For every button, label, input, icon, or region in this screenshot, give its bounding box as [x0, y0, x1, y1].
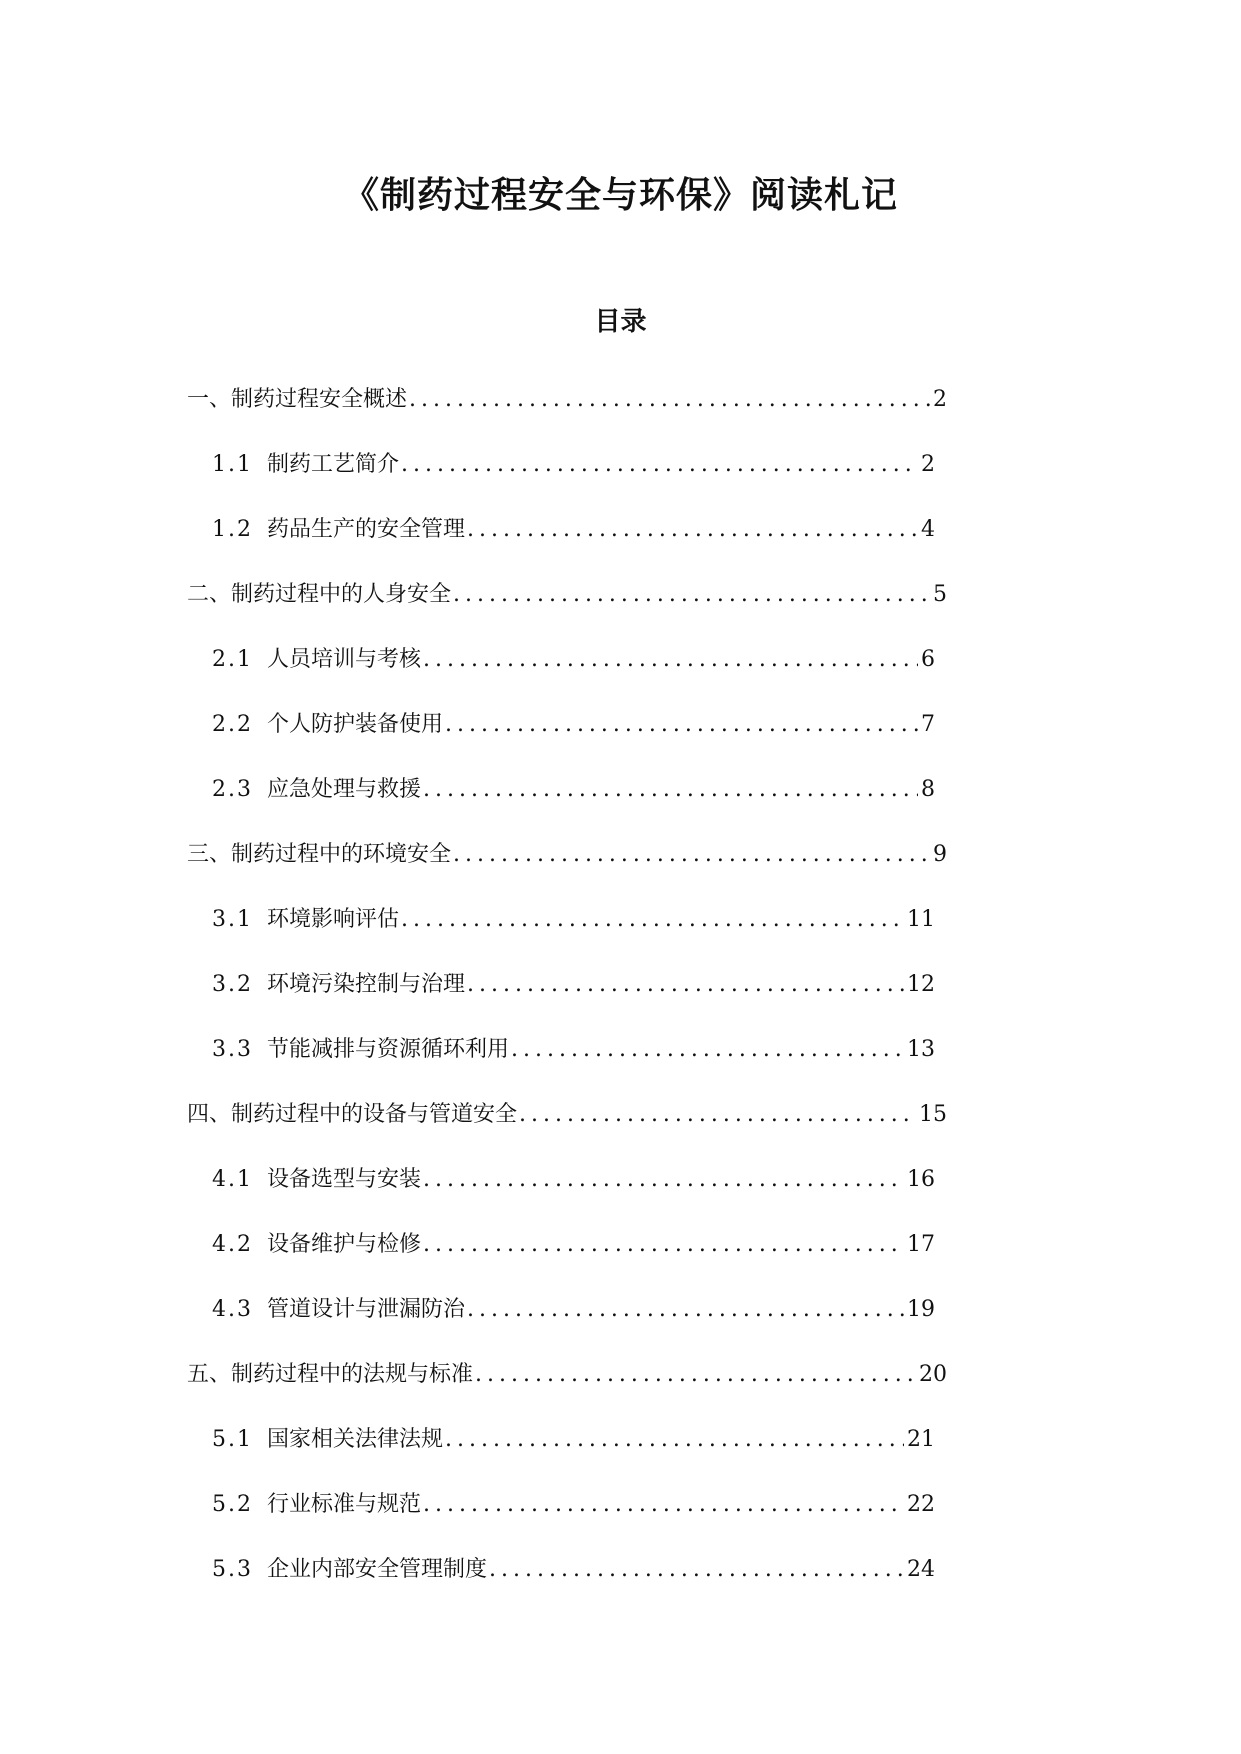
toc-entry-section-1-1[interactable] — [212, 448, 935, 482]
toc-entry-section-5-1[interactable] — [212, 1423, 935, 1457]
toc-entry-label: 企业内部安全管理制度 — [267, 1557, 488, 1582]
toc-entry-label: 设备选型与安装 — [267, 1167, 422, 1192]
toc-entry-number: 1.1 — [212, 452, 253, 477]
toc-entry-label: 一、制药过程安全概述 — [187, 387, 408, 412]
toc-entry-number: 4.1 — [212, 1167, 253, 1192]
toc-entry-number: 4.2 — [212, 1232, 253, 1257]
toc-entry-label: 环境影响评估 — [267, 907, 400, 932]
toc-entry-page: 17 — [907, 1232, 935, 1257]
toc-entry-section-5-2[interactable] — [212, 1488, 935, 1522]
toc-dot-leader — [445, 1423, 904, 1457]
toc-entry-page: 16 — [907, 1167, 935, 1192]
toc-entry-label: 药品生产的安全管理 — [267, 517, 466, 542]
toc-dot-leader — [475, 1358, 916, 1392]
toc-entry-section-1-2[interactable] — [212, 513, 935, 547]
toc-entry-label: 设备维护与检修 — [267, 1232, 422, 1257]
toc-entry-section-5[interactable] — [187, 1358, 947, 1392]
toc-dot-leader — [423, 643, 918, 677]
toc-entry-section-4-1[interactable] — [212, 1163, 935, 1197]
toc-dot-leader — [423, 773, 918, 807]
toc-entry-label: 环境污染控制与治理 — [267, 972, 466, 997]
toc-heading: 目录 — [594, 306, 647, 337]
toc-entry-section-2-3[interactable] — [212, 773, 935, 807]
toc-entry-number: 3.3 — [212, 1037, 253, 1062]
toc-dot-leader — [511, 1033, 904, 1067]
toc-entry-label: 人员培训与考核 — [267, 647, 422, 672]
toc-entry-label: 行业标准与规范 — [267, 1492, 422, 1517]
toc-entry-section-3-3[interactable] — [212, 1033, 935, 1067]
toc-dot-leader — [519, 1098, 916, 1132]
toc-entry-number: 4.3 — [212, 1297, 253, 1322]
toc-dot-leader — [423, 1488, 904, 1522]
toc-entry-section-4-2[interactable] — [212, 1228, 935, 1262]
toc-entry-page: 12 — [907, 972, 935, 997]
toc-entry-label: 个人防护装备使用 — [267, 712, 444, 737]
toc-entry-section-3[interactable] — [187, 838, 947, 872]
toc-entry-number: 2.3 — [212, 777, 253, 802]
toc-entry-section-1[interactable] — [187, 383, 947, 417]
toc-entry-label: 应急处理与救援 — [267, 777, 422, 802]
toc-entry-page: 8 — [921, 777, 935, 802]
toc-dot-leader — [467, 513, 918, 547]
document-title: 《制药过程安全与环保》阅读札记 — [342, 175, 898, 217]
toc-entry-label: 节能减排与资源循环利用 — [267, 1037, 510, 1062]
toc-dot-leader — [423, 1163, 904, 1197]
toc-entry-number: 3.2 — [212, 972, 253, 997]
toc-entry-page: 5 — [933, 582, 947, 607]
toc-entry-label: 四、制药过程中的设备与管道安全 — [187, 1102, 518, 1127]
toc-dot-leader — [467, 1293, 904, 1327]
toc-entry-page: 6 — [921, 647, 935, 672]
toc-entry-section-2[interactable] — [187, 578, 947, 612]
toc-entry-section-2-2[interactable] — [212, 708, 935, 742]
toc-entry-section-2-1[interactable] — [212, 643, 935, 677]
toc-entry-number: 5.3 — [212, 1557, 253, 1582]
toc-dot-leader — [409, 383, 930, 417]
toc-entry-label: 二、制药过程中的人身安全 — [187, 582, 452, 607]
toc-dot-leader — [453, 578, 930, 612]
toc-dot-leader — [401, 903, 904, 937]
toc-entry-page: 2 — [921, 452, 935, 477]
toc-entry-number: 1.2 — [212, 517, 253, 542]
toc-entry-page: 15 — [919, 1102, 947, 1127]
toc-entry-section-3-1[interactable] — [212, 903, 935, 937]
toc-entry-label: 管道设计与泄漏防治 — [267, 1297, 466, 1322]
toc-entry-number: 5.2 — [212, 1492, 253, 1517]
toc-entry-page: 4 — [921, 517, 935, 542]
toc-dot-leader — [401, 448, 918, 482]
toc-entry-section-5-3[interactable] — [212, 1553, 935, 1587]
toc-entry-page: 21 — [907, 1427, 935, 1452]
toc-dot-leader — [467, 968, 904, 1002]
toc-entry-page: 20 — [919, 1362, 947, 1387]
toc-entry-label: 三、制药过程中的环境安全 — [187, 842, 452, 867]
toc-entry-page: 24 — [907, 1557, 935, 1582]
toc-entry-label: 五、制药过程中的法规与标准 — [187, 1362, 474, 1387]
toc-dot-leader — [453, 838, 930, 872]
toc-entry-page: 13 — [907, 1037, 935, 1062]
toc-entry-section-3-2[interactable] — [212, 968, 935, 1002]
toc-entry-label: 国家相关法律法规 — [267, 1427, 444, 1452]
toc-entry-number: 2.2 — [212, 712, 253, 737]
toc-entry-number: 5.1 — [212, 1427, 253, 1452]
toc-entry-number: 3.1 — [212, 907, 253, 932]
toc-entry-page: 7 — [921, 712, 935, 737]
toc-entry-page: 22 — [907, 1492, 935, 1517]
toc-entry-page: 19 — [907, 1297, 935, 1322]
toc-entry-section-4-3[interactable] — [212, 1293, 935, 1327]
toc-entry-number: 2.1 — [212, 647, 253, 672]
toc-dot-leader — [489, 1553, 904, 1587]
toc-dot-leader — [423, 1228, 904, 1262]
toc-dot-leader — [445, 708, 918, 742]
toc-entry-page: 2 — [933, 387, 947, 412]
toc-entry-label: 制药工艺简介 — [267, 452, 400, 477]
toc-entry-page: 9 — [933, 842, 947, 867]
toc-entry-page: 11 — [907, 907, 935, 932]
toc-entry-section-4[interactable] — [187, 1098, 947, 1132]
